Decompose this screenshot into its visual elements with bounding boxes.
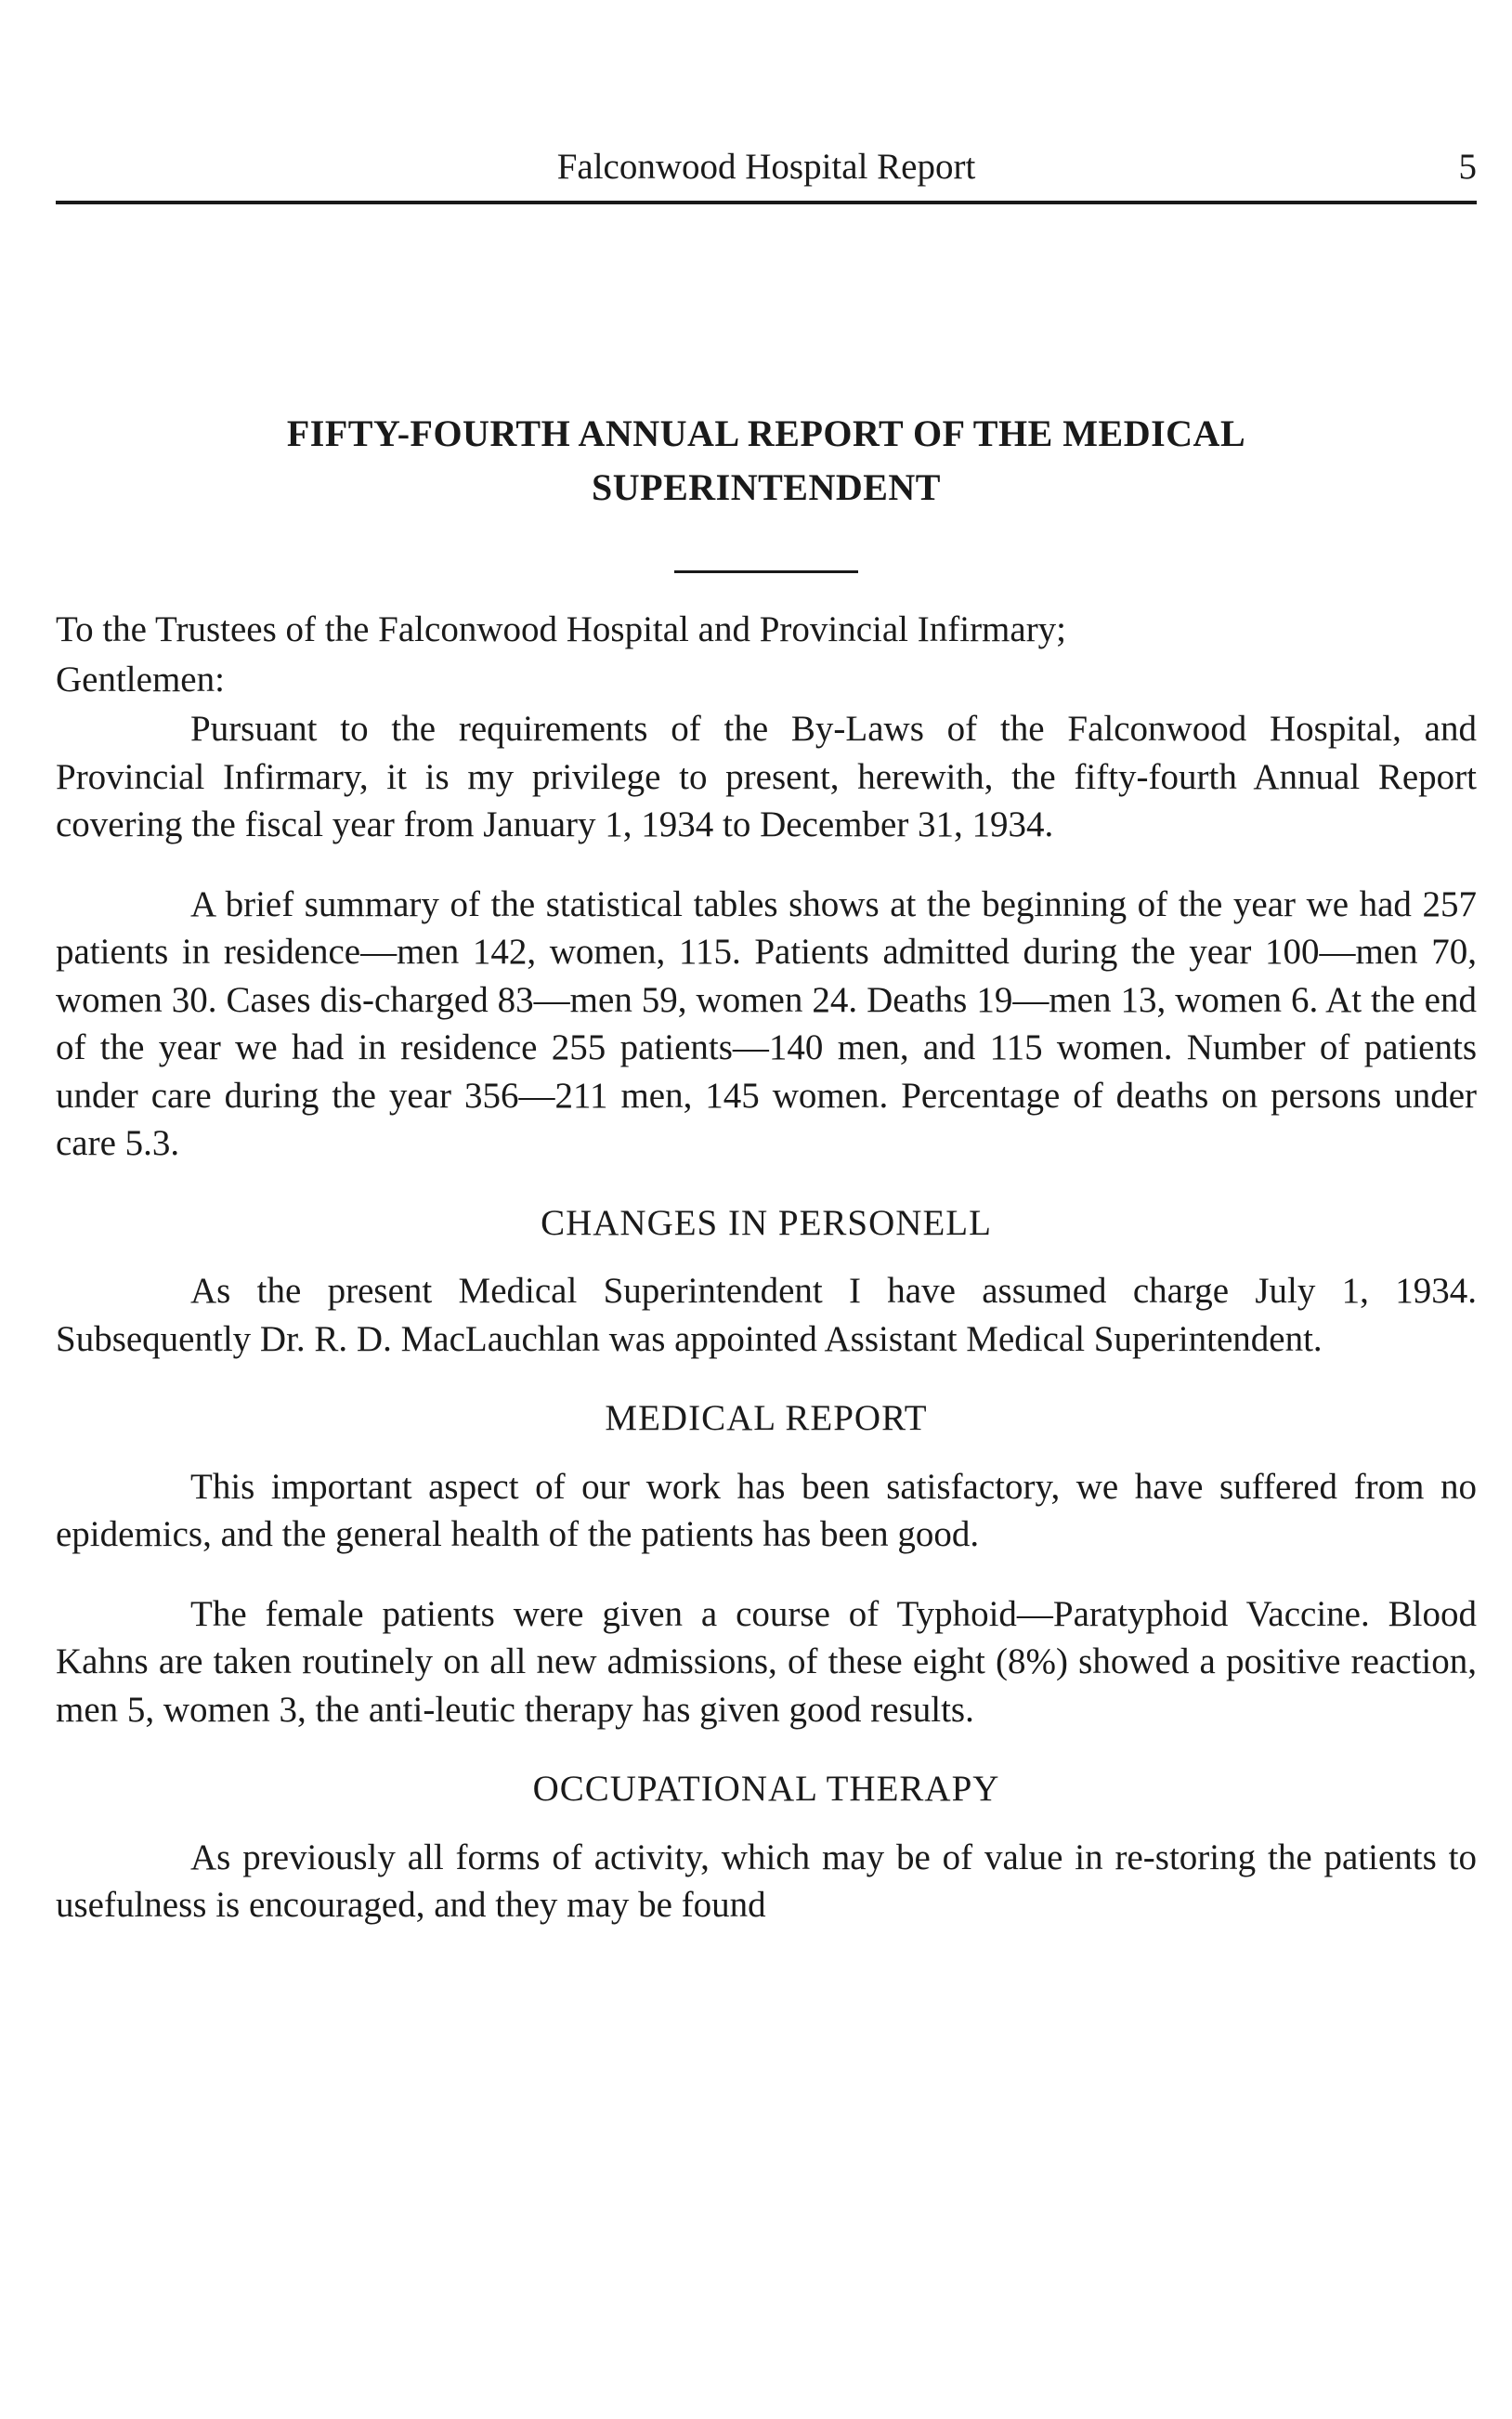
personell-paragraph: As the present Medical Superintendent I have assumed charge July 1, 1934. Subsequently Dr. R. D. MacLauchlan was appointed Assistant Medical Superintendent. [56, 1271, 1477, 1359]
report-title [130, 407, 1402, 515]
statistical-summary-paragraph: A brief summary of the statistical tables shows at the beginning of the year we had 257 patients in residence—men 142, women, 115. Patients admitted during the year 100—men 70, women 30. Cases dis-charged 83—men 59, women 24. Deaths 19—men 13, women 6. At the end of the year we had in residence 255 patients—140 men, and 115 women. Number of patients under care during the year 356—211 men, 145 women. Percentage of deaths on persons under care 5.3. [56, 883, 1477, 1163]
report-body [56, 606, 1477, 1961]
occupational-therapy-paragraph: As previously all forms of activity, which may be of value in re-storing the patients to usefulness is encouraged, and they may be found [56, 1837, 1477, 1925]
running-title: Falconwood Hospital Report [556, 147, 976, 187]
section-heading-occupational-therapy: OCCUPATIONAL THERAPY [532, 1769, 1000, 1809]
document-page [56, 0, 1477, 2419]
report-title-line-1: FIFTY-FOURTH ANNUAL REPORT OF THE MEDICAL [286, 412, 1246, 454]
section-heading-changes-in-personell: CHANGES IN PERSONELL [541, 1202, 992, 1243]
address-line: To the Trustees of the Falconwood Hospital and Provincial Infirmary; [56, 609, 1067, 649]
running-header [56, 141, 1477, 204]
intro-paragraph: Pursuant to the requirements of the By-Laws of the Falconwood Hospital, and Provincial Infirmary, it is my privilege to present, herewith, the fifty-fourth Annual Report covering the fiscal year from January 1, 1934 to December 31, 1934. [56, 709, 1477, 844]
medical-report-paragraph-1: This important aspect of our work has been satisfactory, we have suffered from no epidemics, and the general health of the patients has been good. [56, 1466, 1477, 1554]
salutation: Gentlemen: [56, 659, 225, 700]
title-divider [674, 570, 858, 573]
report-title-line-2: SUPERINTENDENT [592, 466, 941, 508]
section-heading-medical-report: MEDICAL REPORT [605, 1398, 928, 1438]
page-number: 5 [1458, 147, 1477, 187]
medical-report-paragraph-2: The female patients were given a course of Typhoid—Paratyphoid Vaccine. Blood Kahns are taken routinely on all new admissions, of these eight (8%) showed a positive reaction, men 5, women 3, the anti-leutic therapy has given good results. [56, 1593, 1477, 1730]
